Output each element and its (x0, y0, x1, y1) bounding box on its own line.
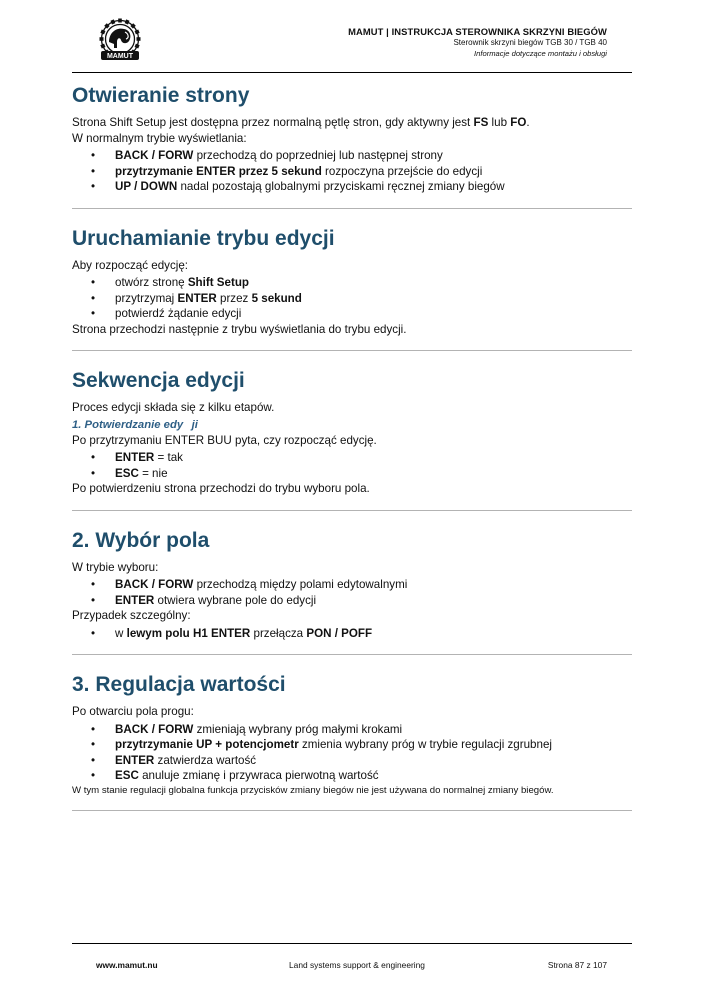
paragraph: Strona przechodzi następnie z trybu wyświetlania do trybu edycji. (72, 322, 407, 336)
list-item: • BACK / FORW przechodzą do poprzedniej lub następnej strony (91, 149, 443, 162)
header-subtitle: Sterownik skrzyni biegów TGB 30 / TGB 40 (453, 38, 607, 47)
section-divider (72, 510, 632, 511)
list-item: • ENTER zatwierdza wartość (91, 753, 257, 767)
bullet-list (72, 450, 632, 481)
section-divider (72, 654, 632, 655)
section-edit-mode (72, 226, 632, 338)
paragraph: W normalnym trybie wyświetlania: (72, 131, 247, 145)
section-title: Uruchamianie trybu edycji (72, 226, 335, 250)
mamut-gear-logo-icon (95, 18, 145, 64)
section-title: 3. Regulacja wartości (72, 673, 286, 696)
footer-rule (72, 943, 632, 944)
list-item: • ESC = nie (91, 466, 168, 480)
list-item: • potwierdź żądanie edycji (91, 307, 242, 320)
list-item: • przytrzymanie UP + potencjometr zmienia wybrany próg w trybie regulacji zgrubnej (91, 738, 552, 751)
list-item: • otwórz stronę Shift Setup (91, 276, 249, 289)
list-item: • przytrzymanie ENTER przez 5 sekund rozpoczyna przejście do edycji (91, 164, 483, 178)
section-value-adjustment (72, 672, 632, 797)
section-divider (72, 350, 632, 351)
paragraph: Po przytrzymaniu ENTER BUU pyta, czy rozpocząć edycję. (72, 433, 377, 447)
header-title: MAMUT | INSTRUKCJA STEROWNIKA SKRZYNI BIEGÓW (348, 26, 607, 37)
section-edit-sequence (72, 368, 632, 497)
list-item: • przytrzymaj ENTER przez 5 sekund (91, 291, 302, 305)
bullet-list (72, 577, 632, 608)
list-item: • BACK / FORW zmieniają wybrany próg małymi krokami (91, 722, 403, 736)
section-title: 2. Wybór pola (72, 528, 210, 552)
section-divider (72, 810, 632, 811)
section-opening-page (72, 83, 632, 195)
page-header (348, 26, 607, 59)
section-field-selection (72, 528, 632, 642)
bullet-list (72, 626, 632, 642)
paragraph: Proces edycji składa się z kilku etapów. (72, 401, 275, 414)
paragraph: Strona Shift Setup jest dostępna przez normalną pętlę stron, gdy aktywny jest FS lub FO. (72, 116, 530, 129)
list-item: • ENTER otwiera wybrane pole do edycji (91, 593, 317, 607)
svg-text:MAMUT: MAMUT (106, 53, 134, 61)
list-item: • ESC anuluje zmianę i przywraca pierwotną wartość (91, 769, 379, 782)
note-paragraph: W tym stanie regulacji globalna funkcja przycisków zmiany biegów nie jest używana do normalnej zmiany biegów. (72, 784, 554, 796)
section-divider (72, 208, 632, 209)
paragraph: Przypadek szczególny: (72, 609, 191, 622)
list-item: • w lewym polu H1 ENTER przełącza PON / POFF (91, 626, 373, 640)
paragraph: Po potwierdzeniu strona przechodzi do trybu wyboru pola. (72, 482, 370, 495)
paragraph: Po otwarciu pola progu: (72, 705, 194, 718)
footer-website-link[interactable]: www.mamut.nu (96, 960, 158, 970)
bullet-list (72, 722, 632, 784)
paragraph: W trybie wyboru: (72, 560, 159, 574)
subheading: 1. Potwierdzanie edy ji (72, 418, 198, 431)
footer-tagline: Land systems support & engineering (289, 960, 425, 970)
list-item: • ENTER = tak (91, 451, 183, 464)
bullet-list (72, 148, 632, 195)
document-body (72, 83, 632, 828)
section-title: Otwieranie strony (72, 84, 250, 107)
header-rule (72, 72, 632, 73)
section-title: Sekwencja edycji (72, 369, 245, 392)
list-item: • UP / DOWN nadal pozostają globalnymi przyciskami ręcznej zmiany biegów (91, 180, 505, 193)
bullet-list (72, 275, 632, 322)
header-note: Informacje dotyczące montażu i obsługi (474, 49, 607, 58)
list-item: • BACK / FORW przechodzą między polami edytowalnymi (91, 578, 408, 591)
footer-page-number: Strona 87 z 107 (547, 960, 607, 970)
paragraph: Aby rozpocząć edycję: (72, 258, 188, 272)
